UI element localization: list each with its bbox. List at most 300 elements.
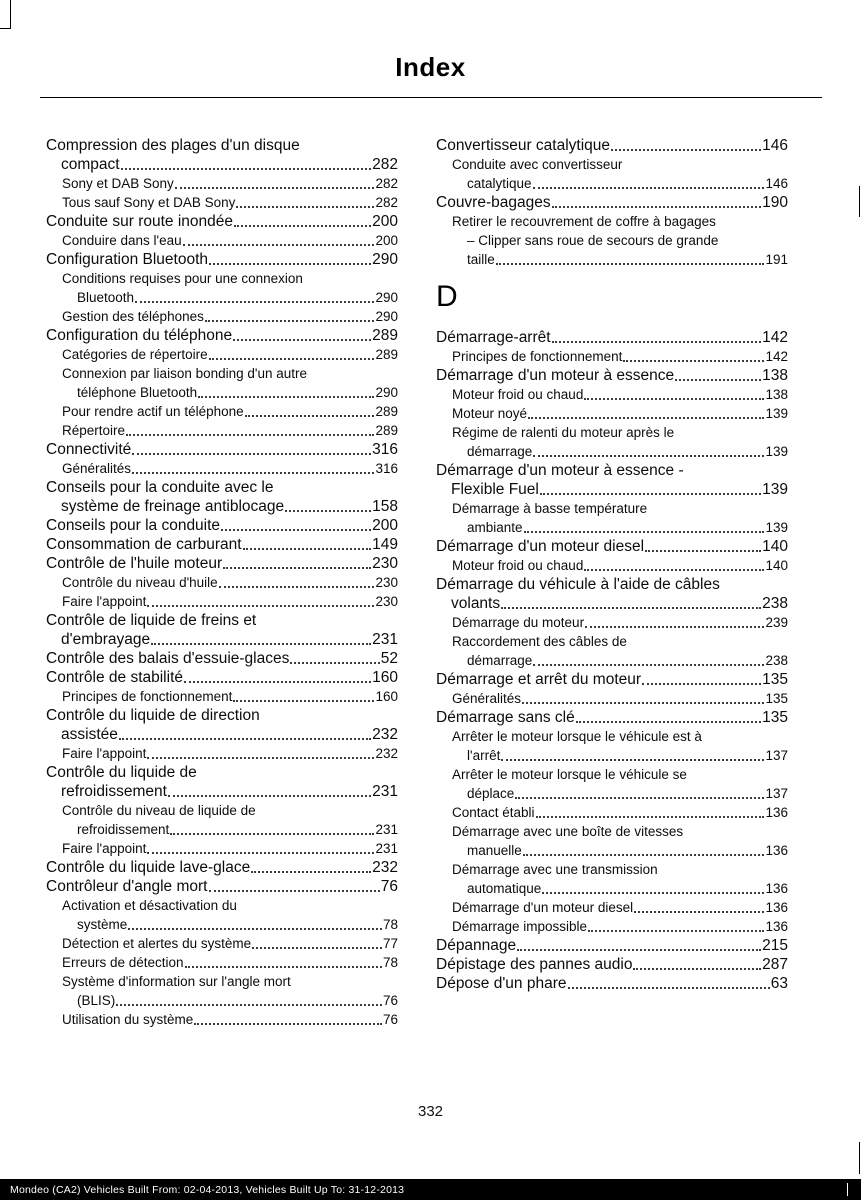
entry-text-line: Conduite avec convertisseur [452, 157, 623, 172]
index-subentry [46, 193, 398, 212]
entry-text: Pour rendre actif un téléphone [62, 404, 244, 419]
entry-text: Gestion des téléphones [62, 309, 204, 324]
entry-last-line [436, 955, 788, 974]
index-entry [46, 877, 398, 896]
entry-page-reference: 140 [762, 538, 788, 555]
index-section-letter: D [436, 280, 458, 313]
entry-text: Contrôle de l'huile moteur [46, 555, 223, 572]
entry-text: Bluetooth [77, 290, 135, 305]
entry-text: Contact établi [452, 805, 535, 820]
index-entry [46, 326, 398, 345]
entry-text-line: Raccordement des câbles de [452, 634, 627, 649]
entry-last-line [452, 879, 788, 898]
entry-last-line [436, 708, 788, 727]
index-entry [46, 858, 398, 877]
entry-page-reference: 63 [770, 975, 788, 992]
entry-text: Couvre-bagages [436, 194, 551, 211]
dot-leader [515, 797, 764, 799]
index-subentry [436, 803, 788, 822]
entry-last-line [452, 689, 788, 708]
entry-text: Généralités [452, 691, 522, 706]
entry-last-line [436, 537, 788, 556]
dot-leader [135, 301, 374, 303]
entry-text: l'arrêt [467, 748, 501, 763]
entry-text: Consommation de carburant [46, 536, 242, 553]
dot-leader [501, 607, 761, 609]
index-entry [46, 212, 398, 231]
entry-last-line [46, 630, 398, 649]
page-number: 332 [417, 1103, 444, 1120]
entry-page-reference: 146 [765, 176, 788, 191]
dot-leader [633, 968, 761, 970]
dot-leader [496, 263, 765, 265]
index-subentry [46, 421, 398, 440]
index-subentry [46, 231, 398, 250]
index-subentry [46, 307, 398, 326]
entry-page-reference: 135 [762, 709, 788, 726]
entry-text-line: Démarrage d'un moteur à essence - [436, 462, 684, 479]
entry-page-reference: 52 [380, 650, 398, 667]
registration-mark [0, 28, 11, 29]
entry-page-reference: 290 [375, 385, 398, 400]
entry-text: assistée [61, 726, 118, 743]
dot-leader [185, 966, 382, 968]
index-subentry [46, 592, 398, 611]
entry-page-reference: 76 [382, 993, 398, 1008]
index-subentry [46, 345, 398, 364]
entry-page-reference: 289 [375, 347, 398, 362]
index-entry [436, 193, 788, 212]
index-entry [436, 936, 788, 955]
dot-leader [542, 892, 764, 894]
entry-last-line [62, 915, 398, 934]
entry-last-line [452, 518, 788, 537]
entry-last-line [436, 193, 788, 212]
footer-build-info: Mondeo (CA2) Vehicles Built From: 02-04-2013, Vehicles Built Up To: 31-12-2013 [10, 1183, 405, 1196]
entry-page-reference: 289 [375, 404, 398, 419]
registration-mark [10, 0, 11, 28]
index-subentry [436, 423, 788, 461]
registration-mark [859, 1142, 860, 1174]
entry-text-line: Conseils pour la conduite avec le [46, 479, 274, 496]
dot-leader [623, 360, 764, 362]
index-entry [436, 461, 788, 499]
dot-leader [675, 379, 761, 381]
dot-leader [245, 415, 375, 417]
entry-text: Moteur froid ou chaud [452, 558, 584, 573]
entry-text: Flexible Fuel [451, 481, 539, 498]
dot-leader [522, 702, 764, 704]
entry-text: démarrage [467, 653, 533, 668]
index-subentry [436, 613, 788, 632]
entry-text: volants [451, 595, 501, 612]
index-subentry [436, 404, 788, 423]
entry-page-reference: 139 [762, 481, 788, 498]
entry-text: Contrôle des balais d'essuie-glaces [46, 650, 290, 667]
index-subentry [436, 727, 788, 765]
entry-last-line [62, 288, 398, 307]
entry-page-reference: 142 [762, 329, 788, 346]
entry-last-line [62, 991, 398, 1010]
entry-page-reference: 136 [765, 805, 788, 820]
entry-last-line [62, 820, 398, 839]
title-rule [40, 97, 822, 98]
entry-page-reference: 231 [375, 822, 398, 837]
index-entry [46, 478, 398, 516]
entry-text-line: Contrôle du liquide de [46, 764, 197, 781]
entry-text-line: Démarrage du véhicule à l'aide de câbles [436, 576, 720, 593]
index-subentry [436, 155, 788, 193]
entry-text: déplace [467, 786, 515, 801]
entry-page-reference: 76 [380, 878, 398, 895]
entry-text: Moteur froid ou chaud [452, 387, 584, 402]
entry-text: système [77, 917, 128, 932]
entry-page-reference: 282 [372, 156, 398, 173]
dot-leader [533, 664, 764, 666]
dot-leader [183, 244, 375, 246]
index-subentry [46, 174, 398, 193]
index-subentry [46, 744, 398, 763]
entry-text: compact [61, 156, 120, 173]
entry-last-line [46, 782, 398, 801]
entry-text: Généralités [62, 461, 132, 476]
entry-last-line [46, 649, 398, 668]
entry-page-reference: 76 [382, 1012, 398, 1027]
dot-leader [533, 455, 764, 457]
entry-text-line: Arrêter le moteur lorsque le véhicule est à [452, 729, 702, 744]
entry-text: Configuration Bluetooth [46, 251, 209, 268]
dot-leader [251, 871, 371, 873]
registration-mark [859, 186, 860, 217]
entry-page-reference: 138 [765, 387, 788, 402]
index-subentry [46, 839, 398, 858]
index-entry [46, 706, 398, 744]
dot-leader [219, 586, 375, 588]
entry-page-reference: 200 [372, 517, 398, 534]
dot-leader [634, 911, 764, 913]
index-entry [436, 708, 788, 727]
entry-page-reference: 290 [375, 290, 398, 305]
entry-page-reference: 230 [375, 575, 398, 590]
index-subentry [46, 459, 398, 478]
entry-text: Démarrage d'un moteur à essence [436, 367, 675, 384]
dot-leader [233, 339, 371, 341]
entry-last-line [452, 784, 788, 803]
dot-leader [584, 569, 764, 571]
index-subentry [46, 573, 398, 592]
entry-text: Démarrage sans clé [436, 709, 575, 726]
entry-last-line [62, 383, 398, 402]
entry-page-reference: 140 [765, 558, 788, 573]
entry-text: taille [467, 252, 495, 267]
dot-leader [517, 949, 761, 951]
entry-last-line [62, 231, 398, 250]
dot-leader [528, 417, 764, 419]
index-entry [436, 366, 788, 385]
dot-leader [233, 700, 374, 702]
index-subentry [436, 917, 788, 936]
entry-text: Tous sauf Sony et DAB Sony [62, 195, 236, 210]
entry-text: Erreurs de détection [62, 955, 184, 970]
dot-leader [234, 225, 371, 227]
entry-page-reference: 139 [765, 520, 788, 535]
index-subentry [46, 364, 398, 402]
entry-page-reference: 77 [382, 936, 398, 951]
entry-page-reference: 289 [372, 327, 398, 344]
entry-text: système de freinage antiblocage [61, 498, 285, 515]
entry-last-line [436, 594, 788, 613]
entry-last-line [46, 250, 398, 269]
index-subentry [46, 1010, 398, 1029]
entry-text: Contrôleur d'angle mort [46, 878, 208, 895]
dot-leader [243, 548, 372, 550]
entry-page-reference: 142 [765, 349, 788, 364]
entry-text: (BLIS) [77, 993, 116, 1008]
dot-leader [151, 643, 371, 645]
index-entry [436, 328, 788, 347]
entry-last-line [46, 554, 398, 573]
dot-leader [168, 795, 371, 797]
entry-text: téléphone Bluetooth [77, 385, 198, 400]
dot-leader [552, 341, 762, 343]
entry-page-reference: 231 [372, 783, 398, 800]
index-subentry [436, 689, 788, 708]
entry-text: Démarrage-arrêt [436, 329, 551, 346]
entry-text: Configuration du téléphone [46, 327, 233, 344]
entry-last-line [452, 250, 788, 269]
entry-text: Démarrage du moteur [452, 615, 585, 630]
index-entry [436, 955, 788, 974]
entry-page-reference: 287 [762, 956, 788, 973]
entry-last-line [46, 858, 398, 877]
entry-text-line: Démarrage à basse température [452, 501, 648, 516]
entry-last-line [46, 497, 398, 516]
dot-leader [252, 947, 382, 949]
entry-last-line [452, 898, 788, 917]
entry-last-line [452, 404, 788, 423]
index-subentry [46, 934, 398, 953]
entry-last-line [46, 212, 398, 231]
dot-leader [290, 662, 379, 664]
entry-text: Faire l'appoint [62, 841, 147, 856]
entry-page-reference: 191 [765, 252, 788, 267]
index-entry [436, 670, 788, 689]
entry-last-line [62, 174, 398, 193]
index-column-left [46, 136, 398, 1029]
dot-leader [121, 168, 372, 170]
entry-page-reference: 136 [765, 900, 788, 915]
entry-page-reference: 316 [372, 441, 398, 458]
entry-last-line [46, 668, 398, 687]
dot-leader [116, 1004, 382, 1006]
dot-leader [611, 149, 761, 151]
entry-text: Connectivité [46, 441, 132, 458]
dot-leader [209, 263, 371, 265]
dot-leader [523, 854, 765, 856]
index-subentry [436, 212, 788, 269]
entry-text: Conduire dans l'eau [62, 233, 182, 248]
index-subentry [436, 385, 788, 404]
entry-page-reference: 158 [372, 498, 398, 515]
entry-last-line [436, 136, 788, 155]
dot-leader [205, 320, 375, 322]
dot-leader [584, 398, 764, 400]
entry-text: Principes de fonctionnement [452, 349, 623, 364]
dot-leader [576, 721, 761, 723]
entry-text-line: Contrôle de liquide de freins et [46, 612, 257, 629]
index-subentry [436, 860, 788, 898]
index-entry [46, 440, 398, 459]
entry-text: Dépose d'un phare [436, 975, 567, 992]
entry-page-reference: 238 [762, 595, 788, 612]
index-subentry [46, 953, 398, 972]
entry-page-reference: 78 [382, 955, 398, 970]
index-entry [436, 537, 788, 556]
entry-page-reference: 200 [372, 213, 398, 230]
dot-leader [147, 852, 374, 854]
entry-last-line [436, 936, 788, 955]
entry-last-line [452, 556, 788, 575]
entry-last-line [46, 725, 398, 744]
entry-page-reference: 289 [375, 423, 398, 438]
entry-page-reference: 290 [372, 251, 398, 268]
index-subentry [46, 972, 398, 1010]
entry-text: Conseils pour la conduite [46, 517, 221, 534]
entry-page-reference: 139 [765, 406, 788, 421]
dot-leader [209, 890, 380, 892]
entry-page-reference: 238 [765, 653, 788, 668]
entry-text-line: Système d'information sur l'angle mort [62, 974, 291, 989]
entry-page-reference: 231 [375, 841, 398, 856]
entry-last-line [436, 366, 788, 385]
entry-page-reference: 137 [765, 748, 788, 763]
page-title: Index [395, 52, 466, 82]
index-entry [436, 974, 788, 993]
dot-leader [198, 396, 374, 398]
entry-last-line [452, 917, 788, 936]
dot-leader [132, 453, 371, 455]
index-subentry [46, 269, 398, 307]
entry-last-line [452, 385, 788, 404]
dot-leader [147, 757, 374, 759]
entry-page-reference: 215 [762, 937, 788, 954]
registration-mark [847, 1183, 848, 1196]
entry-last-line [46, 535, 398, 554]
entry-last-line [62, 421, 398, 440]
index-entry [46, 649, 398, 668]
entry-last-line [452, 746, 788, 765]
entry-page-reference: 290 [375, 309, 398, 324]
entry-page-reference: 282 [375, 195, 398, 210]
entry-text: Détection et alertes du système [62, 936, 252, 951]
entry-last-line [46, 440, 398, 459]
entry-page-reference: 135 [762, 671, 788, 688]
index-columns [46, 136, 861, 1029]
entry-last-line [62, 592, 398, 611]
entry-text: Démarrage impossible [452, 919, 588, 934]
entry-page-reference: 146 [762, 137, 788, 154]
index-entry [46, 136, 398, 174]
entry-page-reference: 149 [372, 536, 398, 553]
dot-leader [184, 681, 371, 683]
entry-last-line [46, 326, 398, 345]
entry-last-line [436, 670, 788, 689]
entry-page-reference: 232 [372, 859, 398, 876]
entry-page-reference: 316 [375, 461, 398, 476]
entry-text: Démarrage d'un moteur diesel [452, 900, 634, 915]
entry-last-line [62, 402, 398, 421]
entry-last-line [452, 841, 788, 860]
entry-text: Démarrage d'un moteur diesel [436, 538, 645, 555]
entry-last-line [62, 307, 398, 326]
entry-last-line [46, 155, 398, 174]
entry-last-line [452, 442, 788, 461]
entry-last-line [452, 347, 788, 366]
entry-last-line [62, 573, 398, 592]
entry-page-reference: 200 [375, 233, 398, 248]
entry-text-line: Conditions requises pour une connexion [62, 271, 303, 286]
dot-leader [642, 683, 761, 685]
entry-last-line [62, 687, 398, 706]
dot-leader [170, 833, 374, 835]
entry-page-reference: 239 [765, 615, 788, 630]
entry-text: démarrage [467, 444, 533, 459]
entry-page-reference: 232 [375, 746, 398, 761]
entry-text: refroidissement [61, 783, 167, 800]
entry-text: Répertoire [62, 423, 126, 438]
entry-text: Moteur noyé [452, 406, 528, 421]
dot-leader [552, 206, 762, 208]
index-subentry [436, 632, 788, 670]
entry-text: Démarrage et arrêt du moteur [436, 671, 642, 688]
entry-text: Contrôle du liquide lave-glace [46, 859, 251, 876]
entry-last-line [62, 839, 398, 858]
dot-leader [645, 550, 761, 552]
entry-text: Principes de fonctionnement [62, 689, 233, 704]
entry-last-line [62, 193, 398, 212]
dot-leader [128, 928, 382, 930]
entry-text-line: Activation et désactivation du [62, 898, 237, 913]
entry-text: Contrôle de stabilité [46, 669, 183, 686]
index-column-right [436, 136, 788, 1029]
index-subentry [46, 402, 398, 421]
dot-leader [285, 510, 371, 512]
dot-leader [223, 567, 371, 569]
entry-page-reference: 136 [765, 881, 788, 896]
entry-text: Sony et DAB Sony [62, 176, 174, 191]
entry-last-line [452, 174, 788, 193]
entry-last-line [46, 877, 398, 896]
entry-text: Conduite sur route inondée [46, 213, 233, 230]
entry-text-line: Arrêter le moteur lorsque le véhicule se [452, 767, 687, 782]
entry-page-reference: 135 [765, 691, 788, 706]
dot-leader [524, 531, 765, 533]
entry-page-reference: 282 [375, 176, 398, 191]
entry-page-reference: 136 [765, 919, 788, 934]
entry-text: d'embrayage [61, 631, 151, 648]
entry-page-reference: 139 [765, 444, 788, 459]
entry-page-reference: 232 [372, 726, 398, 743]
index-subentry [436, 898, 788, 917]
entry-text-line: Retirer le recouvrement de coffre à bagages [452, 214, 716, 229]
index-entry [46, 535, 398, 554]
index-entry [46, 250, 398, 269]
index-entry [46, 554, 398, 573]
entry-page-reference: 136 [765, 843, 788, 858]
entry-text: manuelle [467, 843, 522, 858]
footer-bar [0, 1179, 861, 1200]
entry-text-line: Contrôle du liquide de direction [46, 707, 260, 724]
